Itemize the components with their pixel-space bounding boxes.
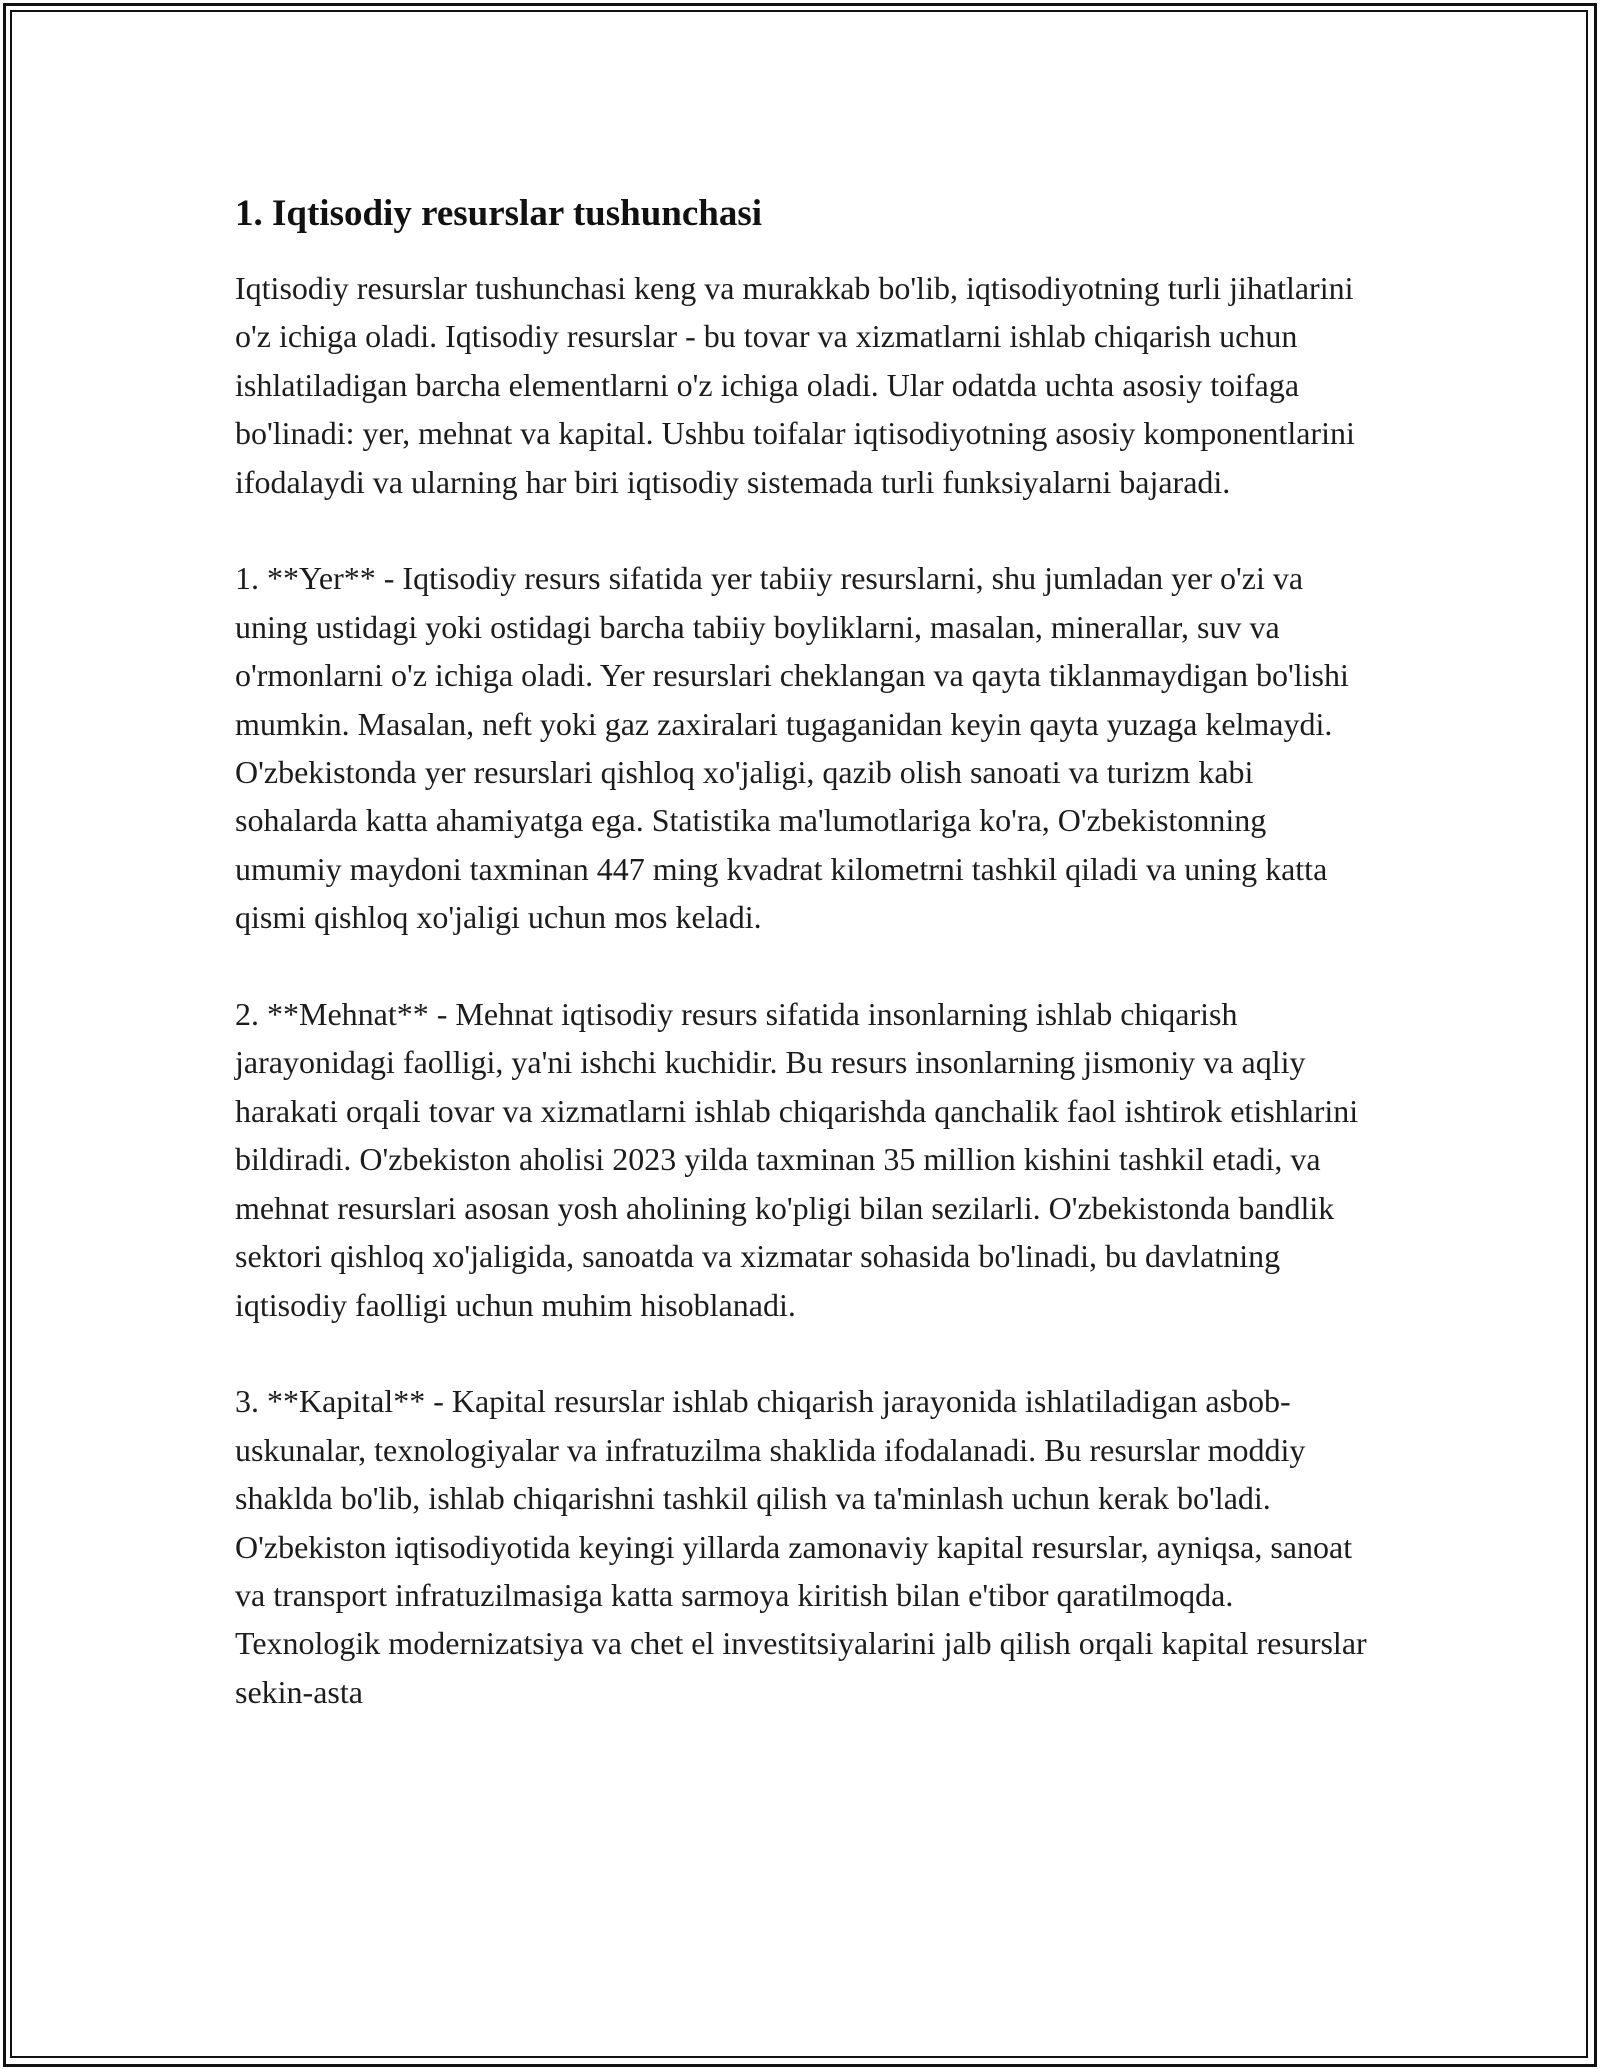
document-body bbox=[235, 190, 1375, 1716]
paragraph-yer: 1. **Yer** - Iqtisodiy resurs sifatida yer tabiiy resurslarni, shu jumladan yer o'zi va uning ustidagi yoki ostidagi barcha tabiiy boyliklarni, masalan, minerallar, suv va o'rmonlarni o'z ichiga oladi. Yer resurslari cheklangan va qayta tiklanmaydigan bo'lishi mumkin. Masalan, neft yoki gaz zaxiralari tugaganidan keyin qayta yuzaga kelmaydi. O'zbekistonda yer resurslari qishloq xo'jaligi, qazib olish sanoati va turizm kabi sohalarda katta ahamiyatga ega. Statistika ma'lumotlariga ko'ra, O'zbekistonning umumiy maydoni taxminan 447 ming kvadrat kilometrni tashkil qiladi va uning katta qismi qishloq xo'jaligi uchun mos keladi. bbox=[235, 560, 1349, 936]
paragraph-kapital: 3. **Kapital** - Kapital resurslar ishlab chiqarish jarayonida ishlatiladigan asbob-uskunalar, texnologiyalar va infratuzilma shaklida ifodalanadi. Bu resurslar moddiy shakldа bo'lib, ishlab chiqarishni tashkil qilish va ta'minlash uchun kerak bo'ladi. O'zbekiston iqtisodiyotida keyingi yillarda zamonaviy kapital resurslar, ayniqsa, sanoat va transport infratuzilmasiga katta sarmoya kiritish bilan e'tibor qaratilmoqda. Texnologik modernizatsiya va chet el investitsiyalarini jalb qilish orqali kapital resurslar sekin-asta bbox=[235, 1383, 1367, 1710]
intro-paragraph: Iqtisodiy resurslar tushunchasi keng va murakkab bo'lib, iqtisodiyotning turli jihatlarini o'z ichiga oladi. Iqtisodiy resurslar - bu tovar va xizmatlarni ishlab chiqarish uchun ishlatiladigan barcha elementlarni o'z ichiga oladi. Ular odatda uchta asosiy toifaga bo'linadi: yer, mehnat va kapital. Ushbu toifalar iqtisodiyotning asosiy komponentlarini ifodalaydi va ularning har biri iqtisodiy sistemada turli funksiyalarni bajaradi. bbox=[235, 270, 1355, 500]
paragraph-mehnat: 2. **Mehnat** - Mehnat iqtisodiy resurs sifatida insonlarning ishlab chiqarish jarayonidagi faolligi, ya'ni ishchi kuchidir. Bu resurs insonlarning jismoniy va aqliy harakati orqali tovar va xizmatlarni ishlab chiqarishda qanchalik faol ishtirok etishlarini bildiradi. O'zbekiston aholisi 2023 yilda taxminan 35 million kishini tashkil etadi, va mehnat resurslari asosan yosh aholining ko'pligi bilan sezilarli. O'zbekistonda bandlik sektori qishloq xo'jaligida, sanoatda va xizmatar sohasida bo'linadi, bu davlatning iqtisodiy faolligi uchun muhim hisoblanadi. bbox=[235, 996, 1359, 1323]
section-heading: 1. Iqtisodiy resurslar tushunchasi bbox=[235, 193, 763, 234]
